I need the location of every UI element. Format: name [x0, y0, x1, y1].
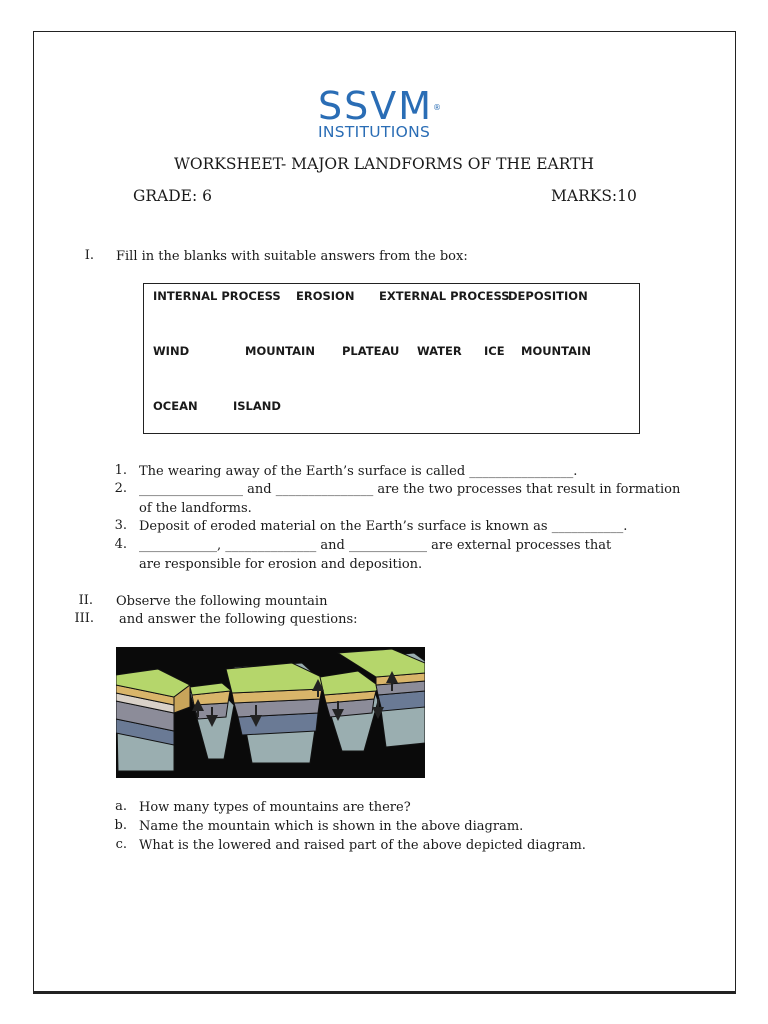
question-text: The wearing away of the Earth’s surface is called ________________. — [139, 464, 578, 479]
block-mountain-svg — [116, 647, 425, 778]
word-box-item: WIND — [153, 344, 190, 358]
section-2-text: Observe the following mountain — [116, 594, 328, 609]
question-text: What is the lowered and raised part of the above depicted diagram. — [139, 838, 586, 853]
word-box-item: MOUNTAIN — [521, 344, 591, 358]
word-box-item: PLATEAU — [342, 344, 400, 358]
question-number: c. — [115, 837, 127, 852]
question-number: 4. — [114, 537, 127, 552]
ssvm-logo — [318, 84, 458, 141]
question-text: Name the mountain which is shown in the above diagram. — [139, 819, 524, 834]
question-number: b. — [114, 818, 127, 833]
logo-subtitle: INSTITUTIONS — [318, 123, 431, 141]
block-mountain-diagram — [116, 647, 425, 778]
word-box — [143, 283, 640, 434]
logo-wordmark: SSVM® — [318, 84, 444, 128]
question-text: ________________ and _______________ are the two processes that result in formation of the landforms. — [139, 482, 681, 516]
word-box-item: ICE — [484, 344, 505, 358]
word-box-item: OCEAN — [153, 399, 198, 413]
word-box-item: DEPOSITION — [508, 289, 588, 303]
section-numeral-2: II. — [78, 593, 93, 608]
word-box-item: EROSION — [296, 289, 355, 303]
word-box-item: ISLAND — [233, 399, 281, 413]
word-box-item: MOUNTAIN — [245, 344, 315, 358]
marks-label: MARKS:10 — [551, 187, 637, 205]
grade-label: GRADE: 6 — [133, 187, 212, 205]
word-box-item: INTERNAL PROCESS — [153, 289, 281, 303]
question-number: 2. — [114, 481, 127, 496]
question-text: Deposit of eroded material on the Earth’s surface is known as ___________. — [139, 519, 628, 534]
question-number: a. — [115, 799, 127, 814]
section-1-instruction: Fill in the blanks with suitable answers from the box: — [116, 249, 468, 264]
section-numeral-1: I. — [84, 248, 94, 263]
section-3-text: and answer the following questions: — [119, 612, 358, 627]
word-box-item: EXTERNAL PROCESS — [379, 289, 510, 303]
question-text: How many types of mountains are there? — [139, 800, 411, 815]
section-numeral-3: III. — [74, 611, 94, 626]
question-number: 3. — [114, 518, 127, 533]
question-text: ____________, ______________ and ____________ are external processes that are responsible for erosion and deposition. — [139, 538, 612, 572]
worksheet-title: WORKSHEET- MAJOR LANDFORMS OF THE EARTH — [173, 155, 594, 173]
word-box-item: WATER — [417, 344, 462, 358]
question-number: 1. — [114, 463, 127, 478]
